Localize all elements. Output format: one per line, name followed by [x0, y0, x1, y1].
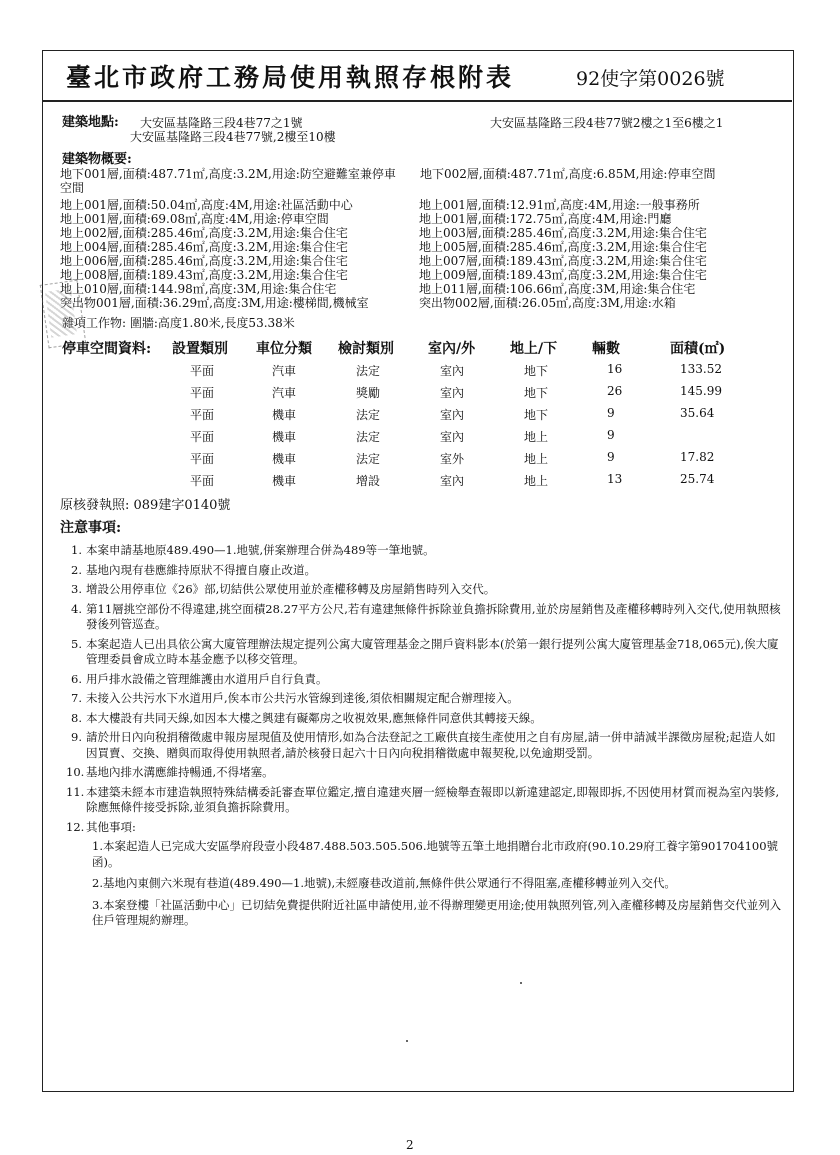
scan-speck	[406, 1040, 408, 1042]
floor-info-right: 地上001層,面積:12.91㎡,高度:4M,用途:一般事務所	[419, 198, 700, 212]
floor-info-right: 地上001層,面積:172.75㎡,高度:4M,用途:門廳	[419, 212, 672, 226]
parking-cell: 平面	[190, 474, 215, 488]
parking-cell: 法定	[356, 408, 381, 422]
note-text: 第11層挑空部份不得違建,挑空面積28.27平方公尺,若有違建無條件拆除並負擔拆除費用,並於房屋銷售及產權移轉時列入交代,使用執照核發後列管巡查。	[86, 601, 781, 631]
parking-cell: 35.64	[680, 406, 715, 420]
parking-cell: 平面	[190, 430, 215, 444]
page-number: 2	[406, 1138, 414, 1152]
note-number: 10.	[66, 765, 85, 779]
note-text: 本大樓設有共同天線,如因本大樓之興建有礙鄰房之收視效果,應無條件同意供其轉接天線。	[86, 710, 542, 725]
note-item	[62, 730, 782, 761]
note-number: 6.	[71, 671, 82, 686]
note-number: 4.	[71, 601, 82, 616]
other-item: 1.本案起造人已完成大安區學府段壹小段487.488.503.505.506.地號等五筆土地捐贈台北市政府(90.10.29府工養字第901704100號函)。	[92, 839, 779, 869]
note-text: 請於卅日內向稅捐稽徵處申報房屋現值及使用情形,如為合法登記之工廠供直接生產使用之自有房屋,請一併申請減半課徵房屋稅;起造人如因買賣、交換、贈與而取得使用執照者,請於核發日起六十日內向稅捐稽徵處申報契稅,以免逾期受罰。	[86, 730, 776, 760]
overview-label: 建築物概要:	[62, 152, 132, 167]
parking-cell: 室內	[440, 474, 465, 488]
parking-header: 地上/下	[510, 341, 558, 357]
parking-header: 室內/外	[428, 341, 476, 357]
note-number: 12.	[66, 819, 85, 834]
note-text: 未接入公共污水下水道用戶,俟本市公共污水管線到達後,須依相關規定配合辦理接入。	[86, 691, 519, 705]
note-item	[62, 602, 782, 633]
floor-info-left: 地上008層,面積:189.43㎡,高度:3.2M,用途:集合住宅	[60, 268, 348, 282]
floor-info-right: 地上009層,面積:189.43㎡,高度:3.2M,用途:集合住宅	[419, 268, 707, 282]
parking-cell: 室內	[440, 364, 465, 378]
miscellaneous-structure: 雜項工作物: 圍牆:高度1.80米,長度53.38米	[62, 316, 295, 330]
note-text: 其他事項:	[86, 819, 136, 834]
note-number: 9.	[71, 730, 82, 744]
parking-cell: 室外	[440, 452, 465, 466]
floor-info-left: 空間	[60, 181, 85, 195]
note-item	[62, 672, 782, 688]
parking-cell: 獎勵	[356, 386, 381, 400]
parking-cell: 地下	[524, 408, 549, 422]
parking-cell: 地上	[524, 452, 549, 466]
note-item	[62, 543, 782, 559]
parking-cell: 汽車	[272, 386, 297, 400]
note-number: 5.	[71, 636, 82, 651]
other-item: 3.本案登樓「社區活動中心」已切結免費提供附近社區申請使用,並不得辦理變更用途;使用執照列管,列入產權移轉及房屋銷售交代並列入住戶管理規約辦理。	[92, 897, 782, 927]
note-item	[62, 637, 782, 668]
parking-cell: 平面	[190, 386, 215, 400]
note-number: 7.	[71, 691, 82, 705]
parking-cell: 法定	[356, 430, 381, 444]
note-item	[62, 582, 782, 598]
parking-cell: 133.52	[680, 362, 722, 376]
note-text: 基地內現有巷應維持原狀不得擅自廢止改道。	[86, 562, 316, 577]
floor-info-left: 地上001層,面積:50.04㎡,高度:4M,用途:社區活動中心	[60, 198, 353, 212]
parking-cell: 26	[607, 384, 623, 398]
permit-number: 92使字第0026號	[576, 68, 725, 90]
floor-info-right: 地上005層,面積:285.46㎡,高度:3.2M,用途:集合住宅	[419, 240, 707, 254]
parking-cell: 機車	[272, 452, 297, 466]
document-title: 臺北市政府工務局使用執照存根附表	[66, 63, 515, 92]
note-text: 基地內排水溝應維持暢通,不得堵塞。	[86, 765, 274, 779]
original-permit: 原核發執照: 089建字0140號	[60, 498, 231, 513]
floor-info-right: 地上011層,面積:106.66㎡,高度:3M,用途:集合住宅	[419, 282, 696, 296]
parking-cell: 室內	[440, 408, 465, 422]
parking-cell: 平面	[190, 364, 215, 378]
parking-cell: 9	[607, 406, 615, 420]
parking-header: 面積(㎡)	[670, 341, 726, 357]
note-number: 11.	[66, 784, 85, 799]
parking-cell: 平面	[190, 452, 215, 466]
note-text: 本案起造人已出具依公寓大廈管理辦法規定提列公寓大廈管理基金之開戶資料影本(於第一銀行提列公寓大廈管理基金718,065元),俟大廈管理委員會成立時本基金應予以移交管理。	[86, 636, 779, 666]
parking-cell: 室內	[440, 430, 465, 444]
floor-info-left: 地上002層,面積:285.46㎡,高度:3.2M,用途:集合住宅	[60, 226, 348, 240]
note-text: 用戶排水設備之管理維護由水道用戶自行負責。	[86, 671, 328, 686]
note-item	[62, 563, 782, 579]
parking-header: 車位分類	[256, 341, 312, 357]
floor-info-right: 地下002層,面積:487.71㎡,高度:6.85M,用途:停車空間	[420, 167, 716, 181]
parking-cell: 145.99	[680, 384, 722, 398]
note-number: 2.	[71, 562, 82, 577]
parking-cell: 汽車	[272, 364, 297, 378]
parking-cell: 平面	[190, 408, 215, 422]
site-label: 建築地點:	[62, 115, 119, 130]
floor-info-left: 地上004層,面積:285.46㎡,高度:3.2M,用途:集合住宅	[60, 240, 348, 254]
other-item: 2.基地內東側六米現有巷道(489.490—1.地號),未經廢巷改道前,無條件供公眾通行不得阻塞,產權移轉並列入交代。	[92, 876, 676, 890]
parking-cell: 地上	[524, 430, 549, 444]
floor-info-left: 突出物001層,面積:36.29㎡,高度:3M,用途:樓梯間,機械室	[60, 296, 369, 310]
parking-cell: 增設	[356, 474, 381, 488]
scan-speck	[520, 982, 522, 984]
parking-cell: 17.82	[680, 450, 715, 464]
floor-info-right: 地上007層,面積:189.43㎡,高度:3.2M,用途:集合住宅	[419, 254, 707, 268]
note-item	[62, 691, 782, 707]
parking-cell: 機車	[272, 408, 297, 422]
parking-cell: 9	[607, 428, 615, 442]
floor-info-left: 地上010層,面積:144.98㎡,高度:3M,用途:集合住宅	[60, 282, 337, 296]
note-text: 本建築未經本市建造執照特殊結構委託審查單位鑑定,擅自違建夾層一經檢舉查報即以新違建認定,即報即拆,不因使用材質而視為室內裝修,除應無條件接受拆除,並須負擔拆除費用。	[86, 784, 780, 814]
parking-label: 停車空間資料:	[62, 341, 152, 357]
parking-header: 輛數	[592, 341, 620, 357]
floor-info-left: 地下001層,面積:487.71㎡,高度:3.2M,用途:防空避難室兼停車	[60, 167, 396, 181]
parking-cell: 地下	[524, 386, 549, 400]
parking-cell: 法定	[356, 364, 381, 378]
note-number: 8.	[71, 710, 82, 725]
floor-info-left: 地上006層,面積:285.46㎡,高度:3.2M,用途:集合住宅	[60, 254, 348, 268]
note-text: 增設公用停車位《26》部,切結供公眾使用並於產權移轉及房屋銷售時列入交代。	[86, 582, 496, 596]
floor-info-right: 地上003層,面積:285.46㎡,高度:3.2M,用途:集合住宅	[419, 226, 707, 240]
note-item	[62, 785, 782, 816]
parking-cell: 9	[607, 450, 615, 464]
notes-list	[62, 543, 782, 935]
site-address-right: 大安區基隆路三段4巷77號2樓之1至6樓之1	[490, 116, 724, 130]
site-address-2: 大安區基隆路三段4巷77號,2樓至10樓	[130, 130, 336, 144]
note-item	[62, 765, 782, 781]
notes-label: 注意事項:	[60, 520, 122, 536]
parking-header: 檢討類別	[338, 341, 394, 357]
note-number: 1.	[71, 543, 82, 557]
parking-cell: 13	[607, 472, 623, 486]
note-text: 本案申請基地原489.490—1.地號,併案辦理合併為489等一筆地號。	[86, 543, 435, 557]
note-item	[62, 711, 782, 727]
site-address-1: 大安區基隆路三段4巷77之1號	[140, 116, 303, 130]
parking-cell: 16	[607, 362, 623, 376]
floor-info-left: 地上001層,面積:69.08㎡,高度:4M,用途:停車空間	[60, 212, 329, 226]
note-number: 3.	[71, 582, 82, 596]
parking-cell: 機車	[272, 474, 297, 488]
parking-cell: 25.74	[680, 472, 715, 486]
parking-cell: 地下	[524, 364, 549, 378]
note-item	[62, 820, 782, 836]
parking-header: 設置類別	[172, 341, 228, 357]
parking-cell: 法定	[356, 452, 381, 466]
parking-cell: 室內	[440, 386, 465, 400]
floor-info-right: 突出物002層,面積:26.05㎡,高度:3M,用途:水箱	[419, 296, 676, 310]
parking-cell: 機車	[272, 430, 297, 444]
parking-cell: 地上	[524, 474, 549, 488]
